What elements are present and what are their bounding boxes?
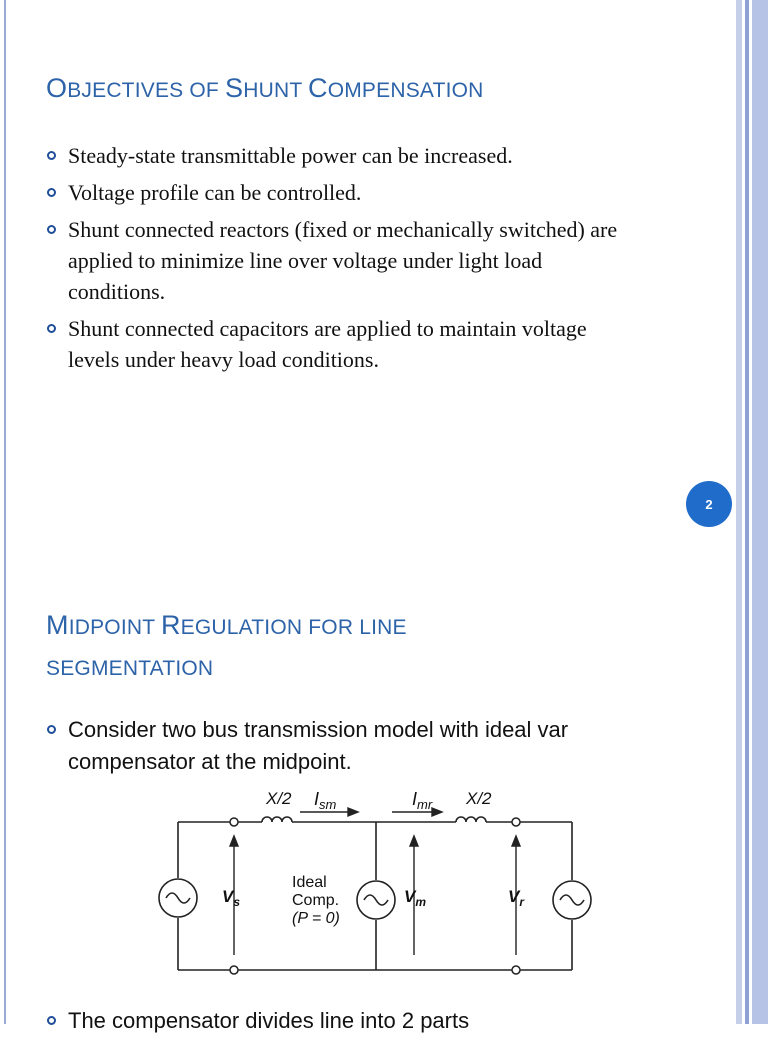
terminal-node bbox=[512, 966, 520, 974]
voltage-vm-label: $V_m$ bbox=[404, 887, 427, 909]
current-ism-label: $I_{sm}$ bbox=[314, 789, 337, 812]
compensator-label-line1: Ideal bbox=[292, 874, 327, 891]
inductor-right-icon bbox=[456, 817, 486, 822]
slide1-bullet-list bbox=[46, 140, 626, 381]
inductor-left-icon bbox=[262, 817, 292, 822]
midpoint-compensation-circuit bbox=[150, 780, 610, 980]
page-number-badge: 2 bbox=[686, 481, 732, 527]
source-left-icon bbox=[159, 879, 197, 917]
terminal-node bbox=[230, 966, 238, 974]
list-item: Voltage profile can be controlled. bbox=[46, 177, 626, 208]
list-item: The compensator divides line into 2 parts bbox=[46, 1005, 666, 1037]
voltage-vs-label: $V_s$ bbox=[222, 887, 241, 909]
voltage-vr-label: $V_r$ bbox=[508, 887, 525, 909]
slide2-bullet-list-cut bbox=[46, 1005, 666, 1037]
compensator-label-line2: Comp. bbox=[292, 892, 340, 909]
current-imr-label: $I_{mr}$ bbox=[412, 789, 433, 812]
list-item: Shunt connected reactors (fixed or mechanically switched) are applied to minimize line over voltage under light load conditions. bbox=[46, 214, 626, 307]
compensator-label-line3: (P = 0) bbox=[292, 910, 340, 927]
list-item: Shunt connected capacitors are applied to maintain voltage levels under heavy load conditions. bbox=[46, 313, 626, 375]
terminal-node bbox=[512, 818, 520, 826]
slide2-bullet-list bbox=[46, 714, 666, 778]
list-item: Consider two bus transmission model with ideal var compensator at the midpoint. bbox=[46, 714, 666, 778]
x-half-right-label: X/2 bbox=[466, 789, 492, 808]
terminal-node bbox=[230, 818, 238, 826]
x-half-left-label: X/2 bbox=[266, 789, 292, 808]
list-item: Steady-state transmittable power can be increased. bbox=[46, 140, 626, 171]
right-decorative-stripes bbox=[736, 0, 768, 1024]
slide2-title: MIDPOINT REGULATION FOR LINE SEGMENTATION bbox=[46, 610, 407, 680]
source-middle-icon bbox=[357, 881, 395, 919]
source-right-icon bbox=[553, 881, 591, 919]
left-border-line bbox=[4, 0, 6, 1024]
slide1-title: OBJECTIVES OF SHUNT COMPENSATION bbox=[46, 73, 484, 103]
